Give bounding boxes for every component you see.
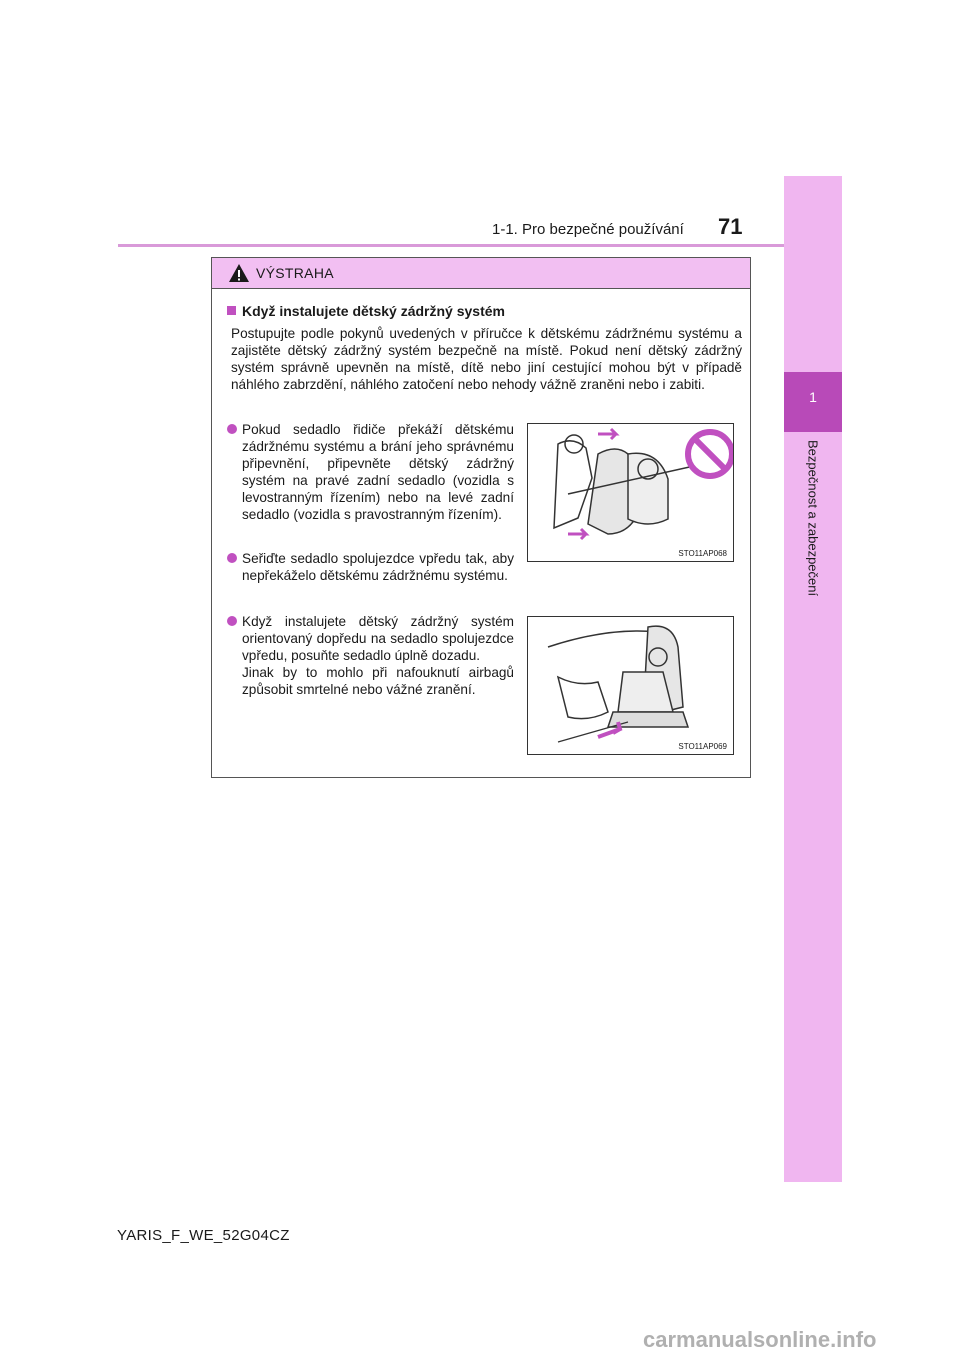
bullet-item: Seřiďte sedadlo spolujezdce vpředu tak, aby nepřekáželo dětskému zádržnému systému. — [227, 550, 517, 584]
bullet-item: Když instalujete dětský zádržný systém orientovaný dopředu na sedadlo spolujezdce vpředu, posuňte sedadlo úplně dozadu. Jinak by to mohlo při nafouknutí airbagů způsobit smrtelné nebo vážné zranění. — [227, 613, 517, 698]
footer-doc-code: YARIS_F_WE_52G04CZ — [117, 1227, 290, 1244]
bullet-dot-icon — [227, 616, 237, 626]
side-tab — [784, 176, 842, 1182]
illustration-code: STO11AP069 — [678, 742, 727, 751]
chapter-title: Bezpečnost a zabezpečení — [805, 440, 821, 597]
warning-label: VÝSTRAHA — [256, 265, 334, 281]
front-seat-illustration — [528, 617, 733, 754]
bullet-dot-icon — [227, 424, 237, 434]
warning-header — [212, 258, 750, 289]
chapter-number: 1 — [784, 372, 842, 432]
illustration-front-seat — [527, 616, 734, 755]
watermark: carmanualsonline.info — [643, 1327, 877, 1352]
warning-intro: Postupujte podle pokynů uvedených v příručce k dětskému zádržnému systému a zajistěte dětský zádržný systém bezpečně na místě. Pokud není dětský zádržný systém správně upevněn na místě, dítě nebo jiní cestující mohou být v případě náhlého zabrzdění, náhlého zatočení nebo nehody vážně zraněni nebo i zabiti. — [231, 326, 742, 392]
section-square-icon — [227, 306, 236, 315]
bullet-item: Pokud sedadlo řidiče překáží dětskému zádržnému systému a brání jeho správnému připevnění, připevněte dětský zádržný systém na pravé zadní sedadlo (vozidla s levostranným řízením) nebo na levé zadní sedadlo (vozidla s pravostranným řízením). — [227, 421, 517, 523]
illustration-code: STO11AP068 — [678, 549, 727, 558]
header-rule — [118, 244, 784, 247]
bullet-dot-icon — [227, 553, 237, 563]
warning-title: Když instalujete dětský zádržný systém — [227, 303, 505, 319]
warning-box — [211, 257, 751, 778]
illustration-driver-seat — [527, 423, 734, 562]
seat-interference-illustration — [528, 424, 733, 561]
warning-triangle-icon — [228, 263, 250, 283]
page-number: 71 — [718, 214, 743, 239]
header-section: 1-1. Pro bezpečné používání — [492, 221, 684, 238]
